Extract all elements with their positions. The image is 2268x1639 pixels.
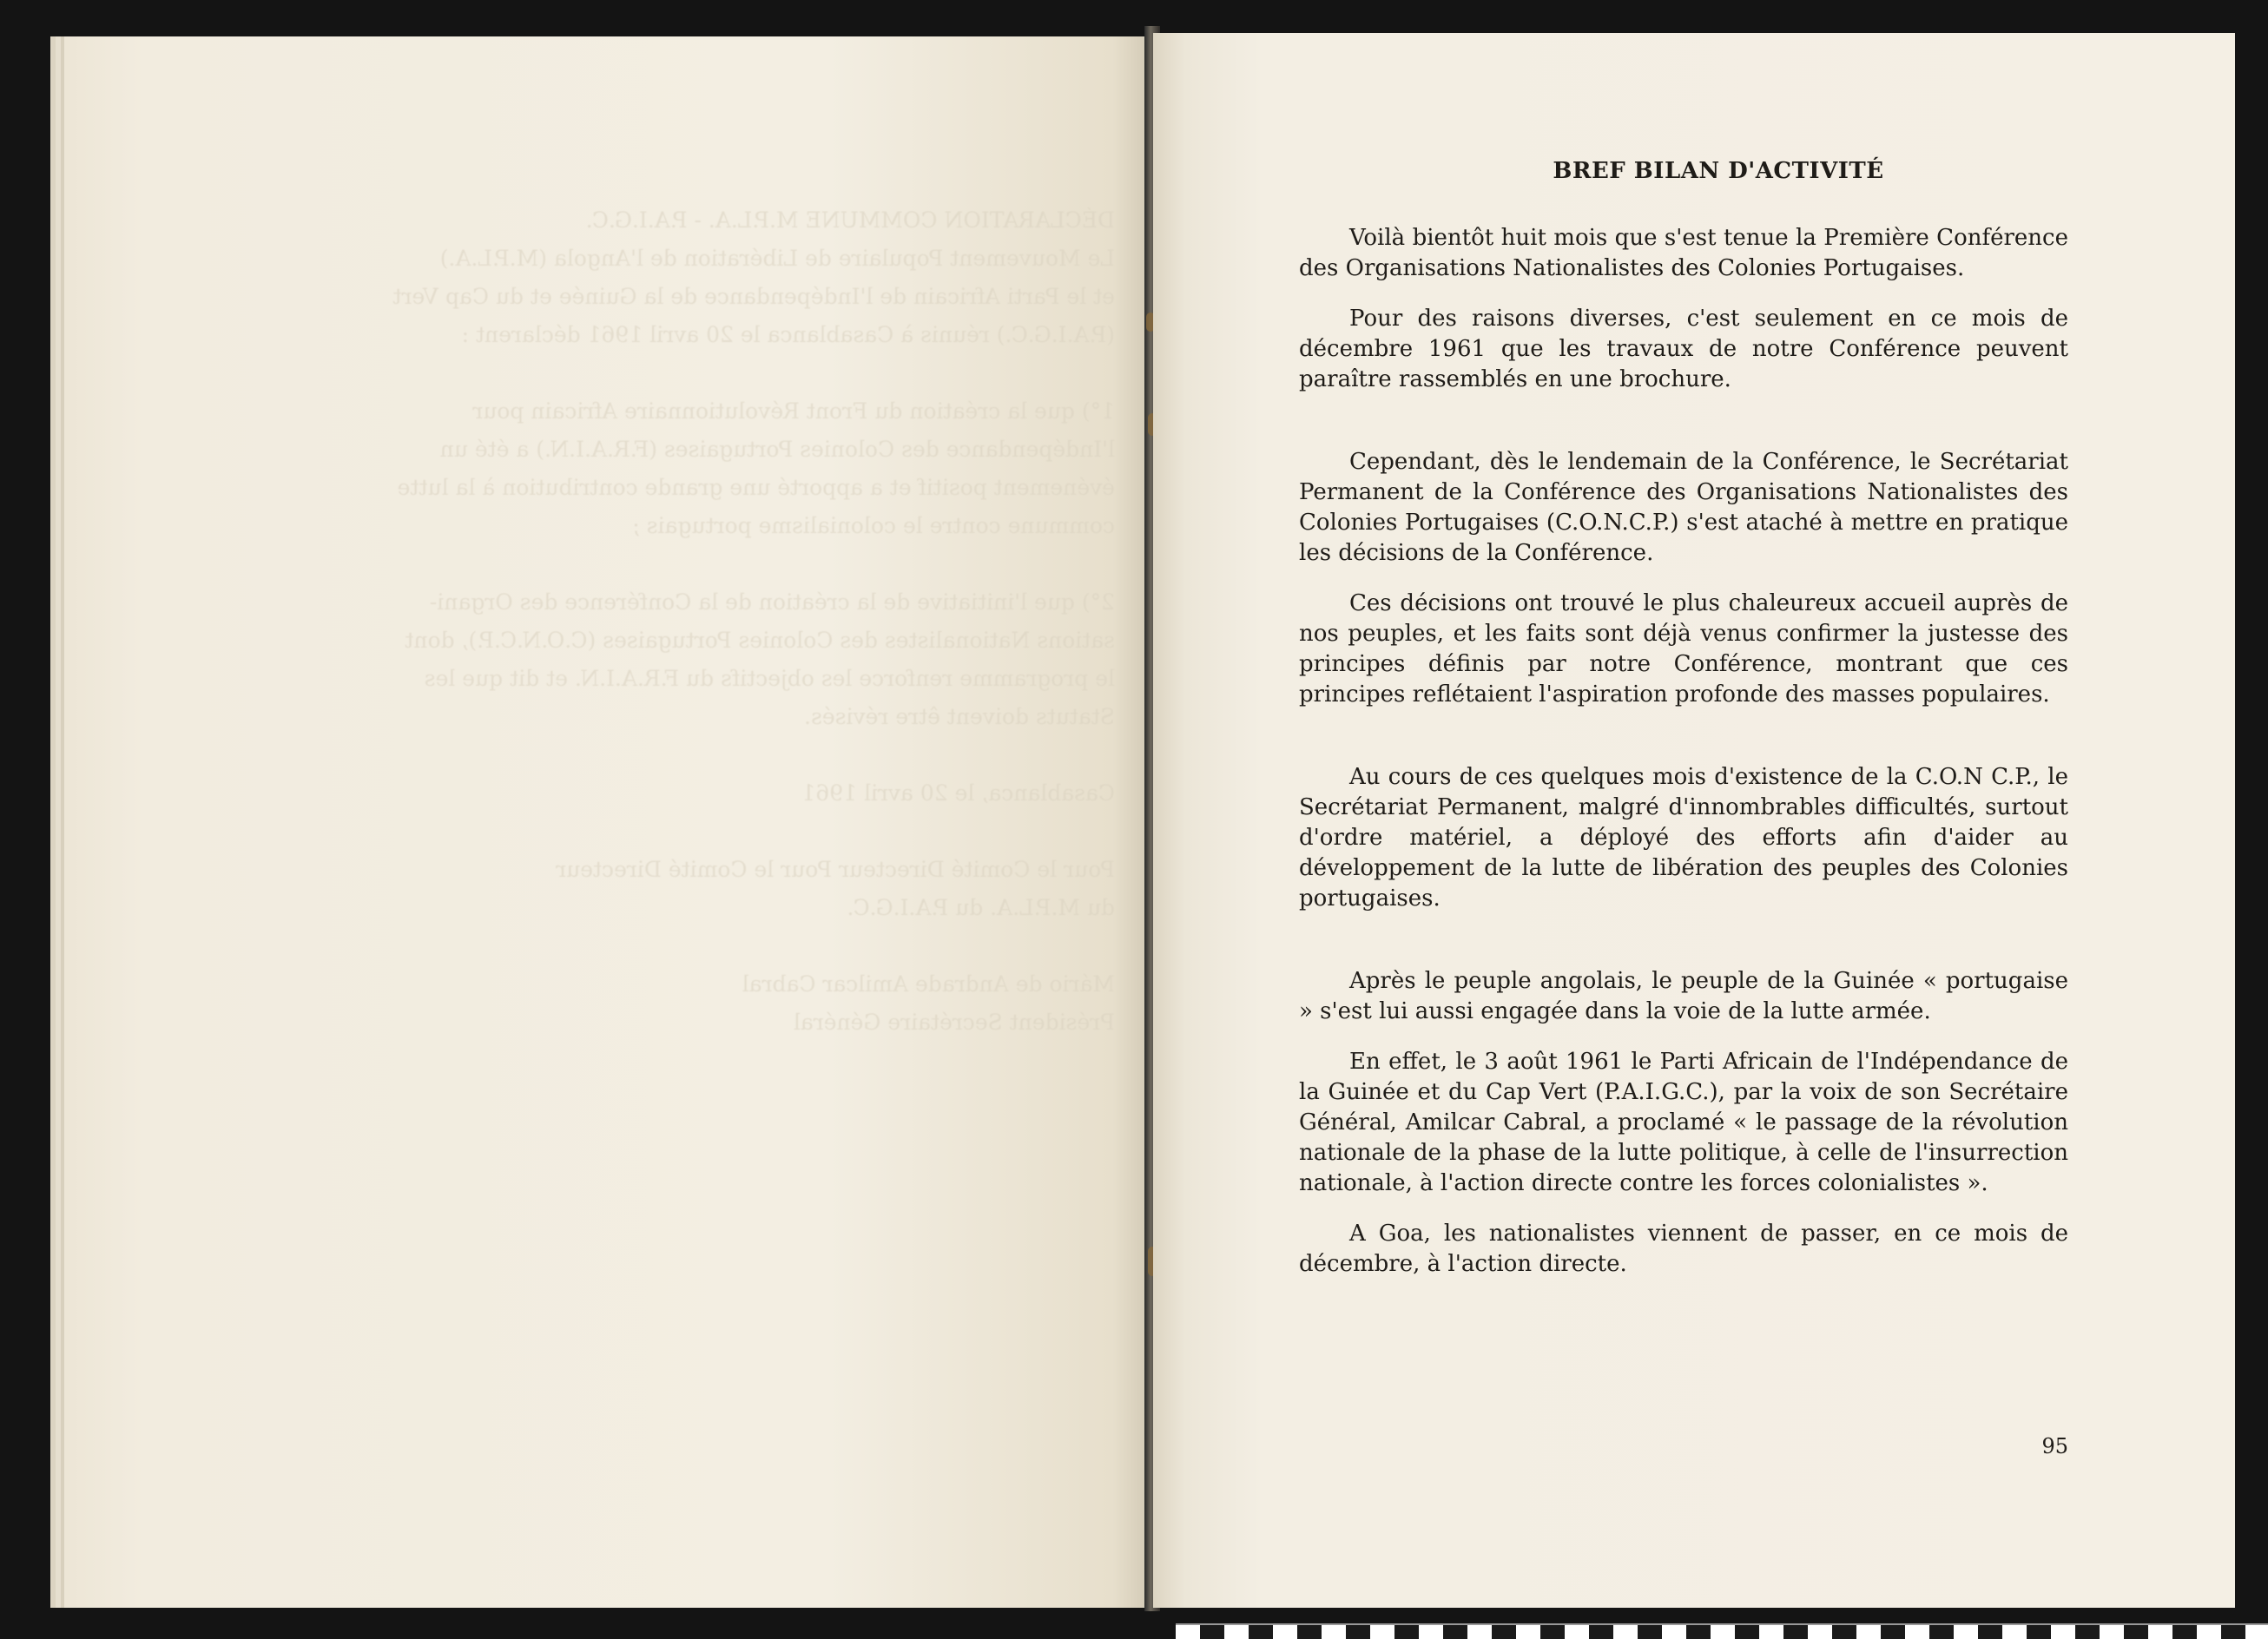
bleed-through-line: 2°) que l'initiative de la création de la Conférence des Organi- <box>429 589 1115 615</box>
page-content <box>1299 156 2068 1280</box>
bleed-through-line: 1°) que la création du Front Révolutionnaire Africain pour <box>472 398 1115 424</box>
bleed-through-line <box>281 736 1115 774</box>
bleed-through-line: événement positif et a apporté une grande contribution à la lutte <box>397 475 1115 500</box>
paragraph: Ces décisions ont trouvé le plus chaleureux accueil auprès de nos peuples, et les faits sont déjà venus confirmer la justesse des principes définis par notre Conférence, montrant que ces principes reflétaient l'aspiration profonde des masses populaires. <box>1299 590 2068 708</box>
bleed-through-line: sations Nationalistes des Colonies Portugaises (C.O.N.C.P.), dont <box>405 628 1115 653</box>
paragraph: Pour des raisons diverses, c'est seulement en ce mois de décembre 1961 que les travaux de notre Conférence peuvent paraître rassemblés en une brochure. <box>1299 306 2068 392</box>
bleed-through-line: Président Secrétaire Général <box>793 1010 1115 1035</box>
scale-ruler <box>1176 1623 2268 1639</box>
bleed-through-line: Pour le Comité Directeur Pour le Comité Directeur <box>556 857 1115 882</box>
bleed-through-line: DÉCLARATION COMMUNE M.P.L.A. - P.A.I.G.C. <box>585 207 1115 233</box>
paragraph: Après le peuple angolais, le peuple de la Guinée « portugaise » s'est lui aussi engagée dans la voie de la lutte armée. <box>1299 968 2068 1024</box>
bleed-through-line: commune contre le colonialisme portugais ; <box>632 513 1115 538</box>
bleed-through-line: Casablanca, le 20 avril 1961 <box>801 780 1115 806</box>
page-number: 95 <box>2041 1434 2068 1458</box>
bleed-through-line <box>281 545 1115 583</box>
paragraph: Voilà bientôt huit mois que s'est tenue la Première Conférence des Organisations Nationalistes des Colonies Portugaises. <box>1299 225 2068 281</box>
paragraph: Cependant, dès le lendemain de la Conférence, le Secrétariat Permanent de la Conférence des Organisations Nationalistes des Colonies Portugaises (C.O.N.C.P.) s'est ataché à mettre en pratique les décisions de la Conférence. <box>1299 449 2068 566</box>
bleed-through-line: du M.P.L.A. du P.A.I.G.C. <box>847 895 1115 920</box>
bleed-through-line <box>281 813 1115 851</box>
bleed-through-text <box>281 201 1115 1042</box>
bleed-through-line: le programme renforce les objectifs du F.R.A.I.N. et dit que les <box>424 666 1115 691</box>
paragraph: En effet, le 3 août 1961 le Parti Africain de l'Indépendance de la Guinée et du Cap Vert (P.A.I.G.C.), par la voix de son Secrétaire Général, Amilcar Cabral, a proclamé « le passage de la révolution nationale de la phase de la lutte politique, à celle de l'insurrection nationale, à l'action directe contre les forces colonialistes ». <box>1299 1049 2068 1196</box>
bleed-through-line: (P.A.I.G.C.) réunis à Casablanca le 20 avril 1961 déclarent : <box>461 322 1115 347</box>
bleed-through-line: et le Parti Africain de l'Indépendance de la Guinée et du Cap Vert <box>392 284 1115 309</box>
paragraph: Au cours de ces quelques mois d'existence de la C.O.N C.P., le Secrétariat Permanent, malgré d'innombrables difficultés, surtout d'ordre matériel, a déployé des efforts afin d'aider au développement de la lutte de libération des peuples des Colonies portugaises. <box>1299 764 2068 912</box>
paragraph: A Goa, les nationalistes viennent de passer, en ce mois de décembre, à l'action directe. <box>1299 1221 2068 1277</box>
bleed-through-line: Statuts doivent être révisés. <box>804 704 1115 729</box>
bleed-through-line: Le Mouvement Populaire de Libération de l'Angola (M.P.L.A.) <box>439 246 1115 271</box>
bleed-through-line <box>281 927 1115 965</box>
left-page <box>50 36 1157 1608</box>
bleed-through-line: Mário de Andrade Amilcar Cabral <box>742 971 1115 997</box>
bleed-through-line <box>281 354 1115 392</box>
page-title: BREF BILAN D'ACTIVITÉ <box>1553 158 1884 184</box>
bleed-through-line: l'Indépendance des Colonies Portugaises (F.R.A.I.N.) a été un <box>439 437 1115 462</box>
